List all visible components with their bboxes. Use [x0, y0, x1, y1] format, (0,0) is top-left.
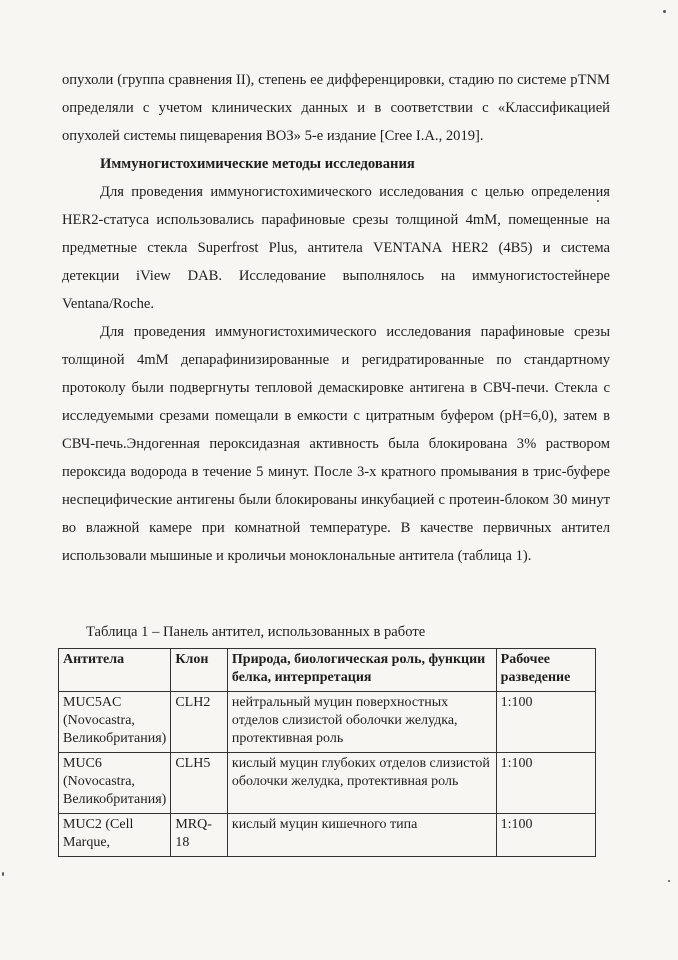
header-role: Природа, биологическая роль, функции белка, интерпретация — [227, 649, 496, 692]
antibody-table — [58, 648, 596, 857]
header-antibody: Антитела — [59, 649, 171, 692]
cell-role: нейтральный муцин поверхностных отделов слизистой оболочки желудка, протективная роль — [227, 692, 496, 753]
scan-speck — [668, 880, 670, 882]
table-header-row — [59, 649, 596, 692]
section-heading: Иммуногистохимические методы исследования — [100, 156, 415, 172]
cell-clone: MRQ-18 — [171, 814, 228, 857]
paragraph-her2: Для проведения иммуногистохимического исследования с целью определения HER2-статуса использовались парафиновые срезы толщиной 4mM, помещенные на предметные стекла Superfrost Plus, антитела VENTANA HER2 (4B5) и система детекции iView DAB. Исследование выполнялось на иммуногистостейнере Ventana/Roche. — [62, 184, 610, 312]
cell-clone: CLH5 — [171, 753, 228, 814]
table-row — [59, 814, 596, 857]
paragraph-continued: опухоли (группа сравнения II), степень ее дифференцировки, стадию по системе pTNM определяли с учетом клинических данных и в соответствии с «Классификацией опухолей системы пищеварения ВОЗ» 5-е издание [Cree I.A., 2019]. — [62, 72, 610, 144]
cell-dilution: 1:100 — [496, 753, 595, 814]
paragraph-ihc-protocol: Для проведения иммуногистохимического исследования парафиновые срезы толщиной 4mM депарафинизированные и регидратированные по стандартному протоколу были подвергнуты тепловой демаскировке антигена в СВЧ-печи. Стекла с исследуемыми срезами помещали в емкости с цитратным буфером (pH=6,0), затем в СВЧ-печь.Эндогенная пероксидазная активность была блокирована 3% раствором пероксида водорода в течение 5 минут. После 3-х кратного промывания в трис-буфере неспецифические антигены были блокированы инкубацией с протеин-блоком 30 минут во влажной камере при комнатной температуре. В качестве первичных антител использовали мышиные и кроличьи моноклональные антитела (таблица 1). — [62, 324, 610, 564]
cell-antibody: MUC2 (Cell Marque, — [59, 814, 171, 857]
cell-clone: CLH2 — [171, 692, 228, 753]
scan-speck — [2, 872, 4, 876]
cell-role: кислый муцин кишечного типа — [227, 814, 496, 857]
scan-speck — [663, 10, 666, 13]
scan-speck — [597, 200, 599, 202]
table-row — [59, 753, 596, 814]
cell-antibody: MUC5AC (Novocastra, Великобритания) — [59, 692, 171, 753]
header-dilution: Рабочее разведение — [496, 649, 595, 692]
table-row — [59, 692, 596, 753]
body-text — [62, 66, 610, 570]
table-caption: Таблица 1 – Панель антител, использованных в работе — [86, 624, 426, 640]
cell-role: кислый муцин глубоких отделов слизистой оболочки желудка, протективная роль — [227, 753, 496, 814]
header-clone: Клон — [171, 649, 228, 692]
cell-dilution: 1:100 — [496, 814, 595, 857]
cell-dilution: 1:100 — [496, 692, 595, 753]
cell-antibody: MUC6 (Novocastra, Великобритания) — [59, 753, 171, 814]
